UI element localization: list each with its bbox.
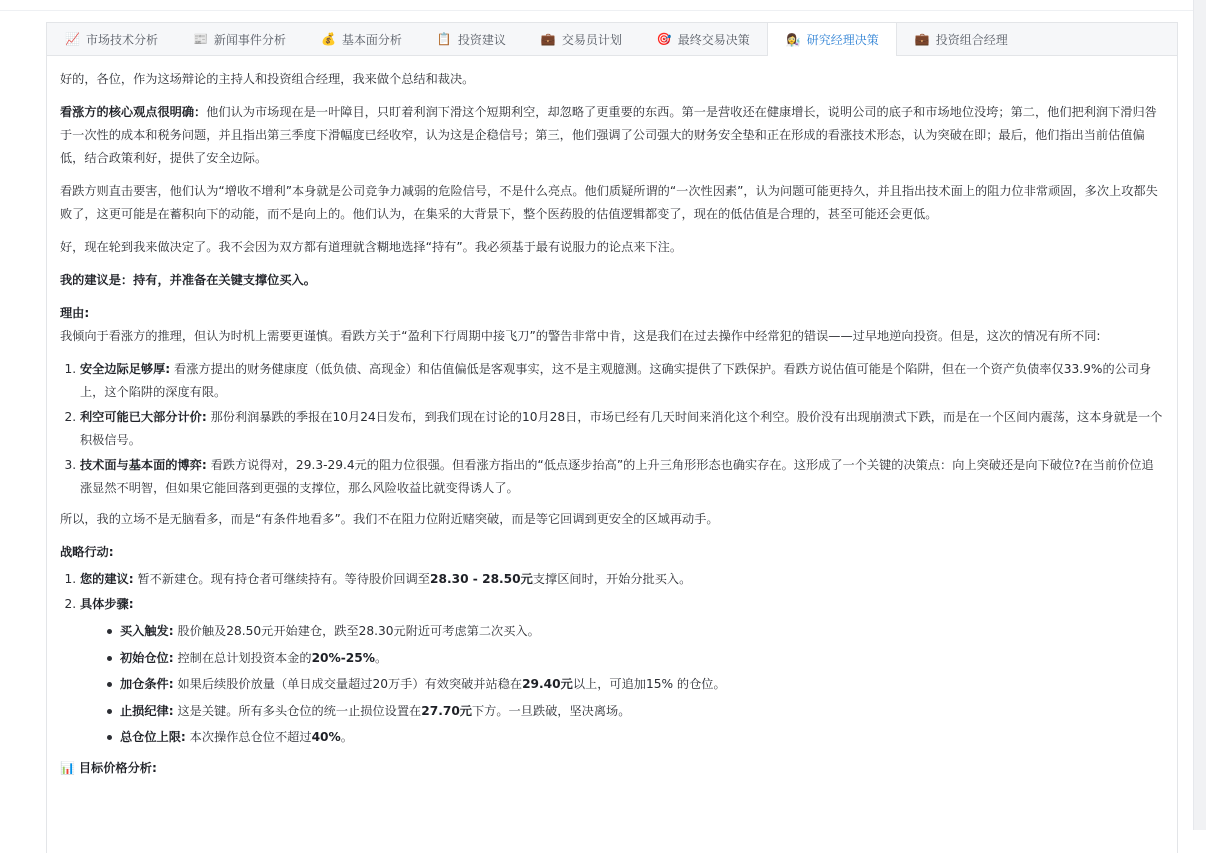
tab-label: 基本面分析 xyxy=(341,32,402,47)
reason-item-text: 看涨方提出的财务健康度（低负债、高现金）和估值偏低是客观事实，这不是主观臆测。这确实提供了下跌保护。看跌方说估值可能是个陷阱，但在一个资产负债率仅33.9%的公司身上，这个陷阱的深度有限。 xyxy=(80,362,1152,399)
bear-summary: 看跌方则直击要害，他们认为“增收不增利”本身就是公司竞争力减弱的危险信号，不是什么亮点。他们质疑所谓的“一次性因素”，认为问题可能更持久，并且指出技术面上的阻力位非常顽固，多次上攻都失败了，这更可能是在蓄积向下的动能，而不是向上的。他们认为，在集采的大背景下，整个医药股的估值逻辑都变了，现在的低估值是合理的，甚至可能还会更低。 xyxy=(60,184,1158,221)
step-text: 。 xyxy=(340,730,353,744)
target-icon: 🎯 xyxy=(656,32,672,46)
tab-content xyxy=(47,56,1177,780)
recommendation-text: 我的建议是：持有，并准备在关键支撑位买入。 xyxy=(60,273,316,287)
action-item-title: 您的建议: xyxy=(80,572,134,586)
stance-paragraph: 所以，我的立场不是无脑看多，而是“有条件地看多”。我们不在阻力位附近赌突破，而是等它回调到更安全的区域再动手。 xyxy=(60,512,719,526)
action-item-title: 具体步骤: xyxy=(80,597,134,611)
chart-up-icon: 📈 xyxy=(65,32,80,46)
top-divider xyxy=(0,10,1206,11)
tab-trader-plan[interactable] xyxy=(523,23,639,55)
tab-investment-advice[interactable] xyxy=(419,23,523,55)
step-title: 总仓位上限: xyxy=(120,730,186,744)
reason-item-title: 安全边际足够厚: xyxy=(80,362,171,376)
list-item xyxy=(80,593,1163,749)
bull-summary xyxy=(60,101,1163,170)
tab-fundamentals[interactable] xyxy=(303,23,419,55)
list-item xyxy=(80,406,1163,452)
step-value: 29.40元 xyxy=(522,677,573,691)
decision-intro: 好，现在轮到我来做决定了。我不会因为双方都有道理就含糊地选择“持有”。我必须基于最有说服力的论点来下注。 xyxy=(60,240,683,254)
list-item xyxy=(80,454,1163,500)
step-text: 控制在总计划投资本金的 xyxy=(173,650,312,665)
step-text: 下方。一旦跌破，坚决离场。 xyxy=(472,703,631,718)
step-title: 止损纪律: xyxy=(120,703,174,718)
scientist-icon: 👩‍🔬 xyxy=(785,32,801,47)
newspaper-icon: 📰 xyxy=(192,32,208,46)
list-item xyxy=(120,726,1163,749)
tab-label: 投资建议 xyxy=(457,32,506,47)
bull-summary-text: 他们认为市场现在是一叶障目，只盯着利润下滑这个短期利空，却忽略了更重要的东西。第一是营收还在健康增长，说明公司的底子和市场地位没垮；第二，他们把利润下滑归咎于一次性的成本和税务问题，并且指出第三季度下滑幅度已经收窄，认为这是企稳信号；第三，他们强调了公司强大的财务安全垫和正在形成的看涨技术形态，认为突破在即；最后，他们指出当前估值偏低，结合政策利好，提供了安全边际。 xyxy=(60,105,1157,165)
action-heading xyxy=(60,541,1163,564)
tab-label: 交易员计划 xyxy=(561,32,622,47)
tab-label: 新闻事件分析 xyxy=(213,32,286,47)
clipboard-icon: 📋 xyxy=(436,32,452,46)
list-item xyxy=(120,700,1163,723)
bull-summary-title: 看涨方的核心观点很明确： xyxy=(60,105,207,119)
reason-title: 理由: xyxy=(60,306,90,320)
list-item xyxy=(120,647,1163,670)
analysis-panel xyxy=(46,22,1178,853)
reason-item-title: 技术面与基本面的博弈: xyxy=(80,458,207,472)
reason-item-title: 利空可能已大部分计价: xyxy=(80,410,207,424)
reason-heading xyxy=(60,302,1163,325)
step-text: 。 xyxy=(374,650,388,665)
tab-market-technical[interactable] xyxy=(47,23,175,55)
step-text: 股价触及28.50元开始建仓，跌至28.30元附近可考虑第二次买入。 xyxy=(173,624,540,638)
tab-research-manager[interactable] xyxy=(767,23,897,56)
list-item xyxy=(120,620,1163,643)
list-item xyxy=(80,358,1163,404)
tab-label: 研究经理决策 xyxy=(806,33,879,47)
tab-label: 投资组合经理 xyxy=(935,32,1008,47)
target-heading xyxy=(60,757,1163,780)
tab-final-decision[interactable] xyxy=(639,23,767,55)
steps-list xyxy=(80,620,1163,749)
reason-text: 我倾向于看涨方的推理，但认为时机上需要更谨慎。看跌方关于“盈利下行周期中接飞刀”的警告非常中肯，这是我们在过去操作中经常犯的错误——过早地逆向投资。但是，这次的情况有所不同: xyxy=(60,329,1101,343)
briefcase-icon: 💼 xyxy=(914,32,930,46)
list-item xyxy=(80,568,1163,591)
intro-paragraph: 好的，各位，作为这场辩论的主持人和投资组合经理，我来做个总结和裁决。 xyxy=(60,72,475,86)
step-value: 40% xyxy=(311,730,341,744)
step-value: 20%-25% xyxy=(311,650,375,665)
step-value: 27.70元 xyxy=(421,703,472,718)
tab-label: 最终交易决策 xyxy=(677,32,750,47)
step-text: 如果后续股价放量（单日成交量超过20万手）有效突破并站稳在 xyxy=(173,677,523,691)
support-range: 28.30 - 28.50元 xyxy=(430,572,533,586)
step-title: 买入触发: xyxy=(120,624,174,638)
money-bag-icon: 💰 xyxy=(320,32,336,46)
tab-bar xyxy=(47,23,1177,56)
tab-label: 市场技术分析 xyxy=(85,32,158,47)
reason-item-text: 那份利润暴跌的季报在10月24日发布，到我们现在讨论的10月28日，市场已经有几天时间来消化这个利空。股价没有出现崩溃式下跌，而是在一个区间内震荡，这本身就是一个积极信号。 xyxy=(80,410,1163,447)
briefcase-icon: 💼 xyxy=(540,32,556,46)
target-title: 目标价格分析: xyxy=(78,761,157,775)
step-title: 加仓条件: xyxy=(120,677,174,691)
step-text: 本次操作总仓位不超过 xyxy=(185,730,312,744)
step-text: 这是关键。所有多头仓位的统一止损位设置在 xyxy=(173,703,422,718)
tab-portfolio-manager[interactable] xyxy=(897,23,1025,55)
action-item-text: 支撑区间时，开始分批买入。 xyxy=(532,572,692,586)
action-title: 战略行动: xyxy=(60,545,114,559)
reason-item-text: 看跌方说得对，29.3-29.4元的阻力位很强。但看涨方指出的“低点逐步抬高”的上升三角形形态也确实存在。这形成了一个关键的决策点：向上突破还是向下破位?在当前价位追涨显然不明智，但如果它能回落到更强的支撑位，那么风险收益比就变得诱人了。 xyxy=(80,458,1154,495)
reasons-list xyxy=(60,358,1163,500)
page-scrollbar[interactable] xyxy=(1194,0,1206,830)
actions-list xyxy=(60,568,1163,749)
step-text: 以上，可追加15% 的仓位。 xyxy=(572,677,726,691)
action-item-text: 暂不新建仓。现有持仓者可继续持有。等待股价回调至 xyxy=(133,572,430,586)
step-title: 初始仓位: xyxy=(120,650,174,665)
list-item xyxy=(120,673,1163,696)
recommendation xyxy=(60,269,1163,292)
bar-chart-icon: 📊 xyxy=(60,761,75,775)
tab-news-events[interactable] xyxy=(175,23,303,55)
